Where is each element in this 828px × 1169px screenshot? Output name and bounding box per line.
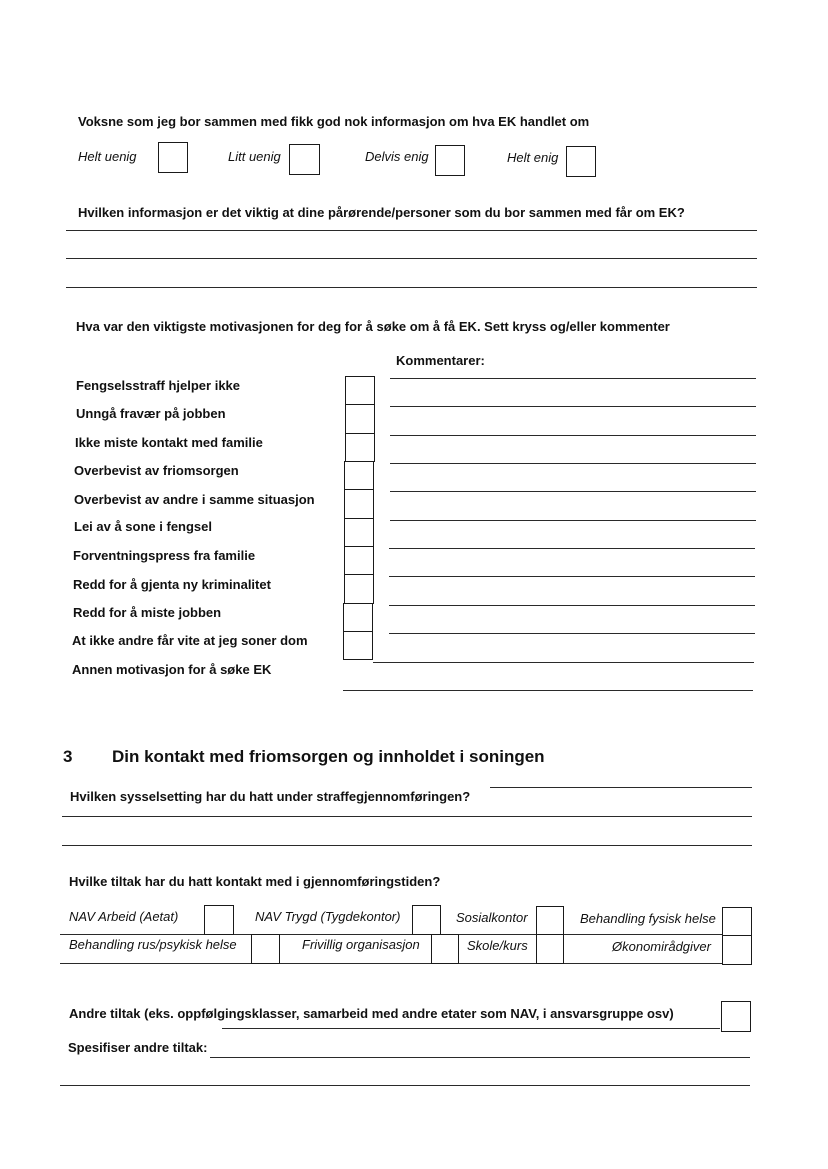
option-label-helt-uenig: Helt uenig [78,149,137,164]
checkbox-fysisk-helse[interactable] [722,907,752,937]
motivation-item-label: Fengselsstraff hjelper ikke [76,378,241,393]
motivation-checkbox[interactable] [343,603,373,632]
measure-label-nav-arbeid: NAV Arbeid (Aetat) [69,909,179,924]
comment-line[interactable] [389,605,755,606]
motivation-item-label: Lei av å sone i fengsel [74,519,212,534]
answer-line[interactable] [60,1085,750,1086]
checkbox-litt-uenig[interactable] [289,144,320,175]
checkbox-okonomiradgiver[interactable] [722,935,752,965]
section-number: 3 [63,747,73,766]
answer-line[interactable] [66,258,757,259]
checkbox-helt-enig[interactable] [566,146,596,177]
measure-label-nav-trygd: NAV Trygd (Tygdekontor) [255,909,401,924]
motivation-item-label: Unngå fravær på jobben [76,406,226,421]
comment-line[interactable] [389,576,755,577]
option-label-helt-enig: Helt enig [507,150,559,165]
comment-line[interactable] [389,548,755,549]
measure-label-okonomiradgiver: Økonomirådgiver [612,939,711,954]
motivation-checkbox[interactable] [344,489,374,519]
motivation-item-label: Redd for å gjenta ny kriminalitet [73,577,271,592]
other-motivation-line[interactable] [343,690,753,691]
measure-label-frivillig: Frivillig organisasjon [302,937,420,952]
measure-label-skole-kurs: Skole/kurs [467,938,528,953]
motivation-checkbox[interactable] [344,461,374,490]
answer-line[interactable] [62,845,752,846]
comment-line[interactable] [390,378,756,379]
motivation-checkbox[interactable] [345,376,375,405]
motivation-item-label: Overbevist av andre i samme situasjon [74,492,315,507]
checkbox-frivillig[interactable] [431,934,459,964]
motivation-item-label: Annen motivasjon for å søke EK [72,662,272,677]
motivation-checkbox[interactable] [344,518,374,547]
checkbox-nav-trygd[interactable] [412,905,441,935]
option-label-delvis-enig: Delvis enig [365,149,429,164]
answer-line[interactable] [66,287,757,288]
comment-line[interactable] [390,435,756,436]
checkbox-sosialkontor[interactable] [536,906,564,936]
motivation-item-label: Overbevist av friomsorgen [74,463,239,478]
comment-line[interactable] [390,520,756,521]
checkbox-helt-uenig[interactable] [158,142,188,173]
section-title: Din kontakt med friomsorgen og innholdet i soningen [112,747,545,766]
motivation-item-label: Redd for å miste jobben [73,605,222,620]
motivation-checkbox[interactable] [344,546,374,575]
employment-question: Hvilken sysselsetting har du hatt under straffegjennomføringen? [70,789,471,804]
answer-line[interactable] [66,230,757,231]
comment-line[interactable] [373,662,754,663]
answer-line[interactable] [62,816,752,817]
other-measures-question: Andre tiltak (eks. oppfølgingsklasser, samarbeid med andre etater som NAV, i ansvarsgruppe osv) [69,1006,674,1021]
motivation-item-label: Forventningspress fra familie [73,548,256,563]
motivation-checkbox[interactable] [345,433,375,462]
checkbox-delvis-enig[interactable] [435,145,465,176]
checkbox-other-measures[interactable] [721,1001,751,1032]
comment-line[interactable] [389,633,755,634]
comment-line[interactable] [390,406,756,407]
comments-label: Kommentarer: [396,353,485,368]
adults-info-question: Voksne som jeg bor sammen med fikk god nok informasjon om hva EK handlet om [78,114,590,129]
checkbox-rus-psykisk[interactable] [251,934,280,964]
measures-question: Hvilke tiltak har du hatt kontakt med i gjennomføringstiden? [69,874,441,889]
relatives-info-question: Hvilken informasjon er det viktig at dine pårørende/personer som du bor sammen med får om EK? [78,205,685,220]
motivation-item-label: At ikke andre får vite at jeg soner dom [72,633,308,648]
specify-other-label: Spesifiser andre tiltak: [68,1040,208,1055]
answer-line[interactable] [490,787,752,788]
motivation-item-label: Ikke miste kontakt med familie [75,435,263,450]
checkbox-nav-arbeid[interactable] [204,905,234,935]
answer-line[interactable] [222,1028,720,1029]
grid-divider [60,934,752,935]
checkbox-skole-kurs[interactable] [536,934,564,964]
measure-label-rus-psykisk: Behandling rus/psykisk helse [69,937,237,952]
measure-label-sosialkontor: Sosialkontor [456,910,528,925]
comment-line[interactable] [390,463,756,464]
measure-label-fysisk-helse: Behandling fysisk helse [580,911,716,926]
grid-divider [60,963,752,964]
motivation-checkbox[interactable] [343,631,373,660]
motivation-checkbox[interactable] [344,574,374,604]
option-label-litt-uenig: Litt uenig [228,149,281,164]
motivation-checkbox[interactable] [345,404,375,434]
comment-line[interactable] [390,491,756,492]
motivation-question: Hva var den viktigste motivasjonen for deg for å søke om å få EK. Sett kryss og/eller kommenter [76,319,670,334]
answer-line[interactable] [210,1057,750,1058]
